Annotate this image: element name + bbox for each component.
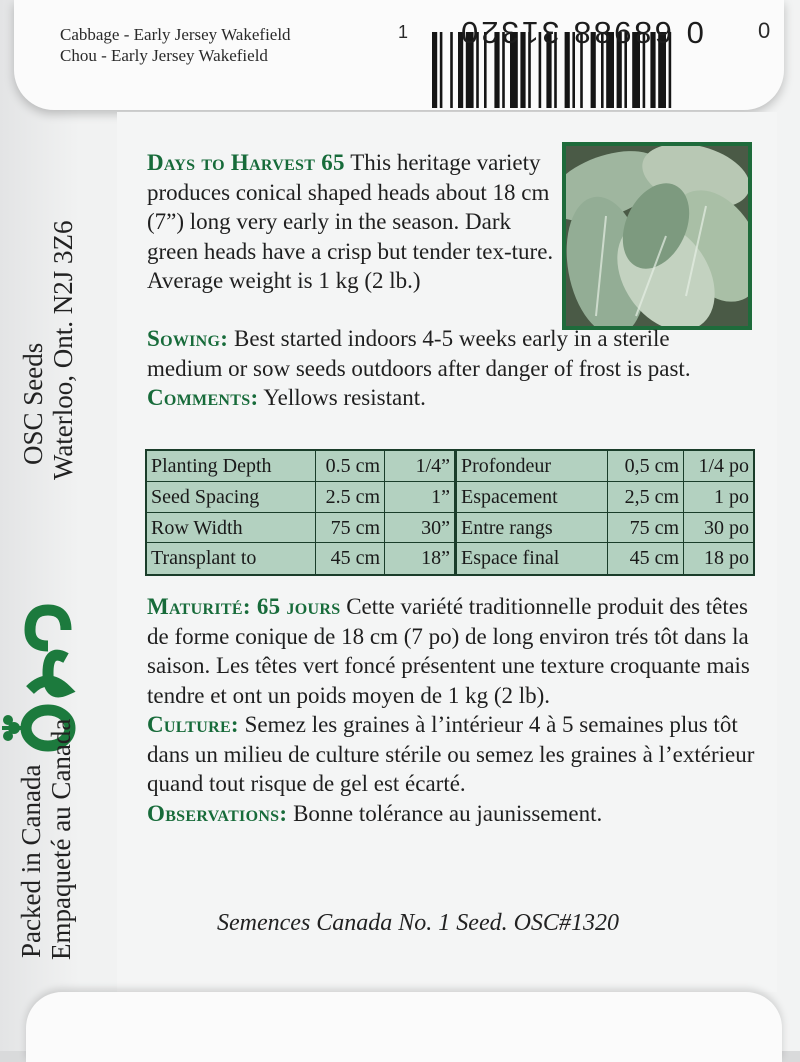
english-description-block [147,148,559,296]
side-strip [0,110,112,1051]
table-cell-imperial-en: 1” [384,482,454,512]
table-cell-metric-en: 45 cm [315,543,384,574]
table-cell-label-fr: Profondeur [454,451,607,481]
top-flap [14,0,784,110]
bottom-flap [26,992,782,1062]
table-row [147,513,753,544]
table-cell-metric-en: 75 cm [315,513,384,543]
barcode-lead-digit: 0 [758,18,771,43]
cabbage-photo [562,142,752,330]
lot-number: 1 [398,22,409,42]
variety-name-french: Chou - Early Jersey Wakefield [60,46,268,65]
days-to-harvest-heading: Days to Harvest 65 [147,150,345,175]
french-description-block [147,592,767,828]
table-cell-imperial-en: 1/4” [384,451,454,481]
table-cell-label-fr: Entre rangs [454,513,607,543]
company-address: Waterloo, Ont. N2J 3Z6 [48,220,78,480]
table-cell-label-en: Seed Spacing [151,485,260,508]
table-cell-metric-fr: 75 cm [607,513,683,543]
planting-table [145,449,755,576]
comments-paragraph [147,383,747,413]
table-row [147,543,753,574]
culture-paragraph [147,710,767,799]
table-cell-label-en: Transplant to [151,547,257,570]
sowing-text: Best started indoors 4-5 weeks early in a sterile medium or sow seeds outdoors after danger of frost is past. [147,326,691,381]
table-row [147,451,753,482]
packed-in-canada-en: Packed in Canada [16,764,46,958]
table-cell-label-fr: Espace final [454,543,607,574]
table-cell-imperial-fr: 1 po [683,482,753,512]
table-cell-imperial-en: 18” [384,543,454,574]
table-cell-metric-en: 0.5 cm [315,451,384,481]
english-growing-block [147,324,747,413]
company-name: OSC Seeds [18,342,48,465]
observations-text: Bonne tolérance au jaunissement. [293,800,603,826]
sowing-heading: Sowing: [147,326,229,351]
table-cell-metric-fr: 45 cm [607,543,683,574]
table-cell-imperial-en: 30” [384,513,454,543]
table-row [147,482,753,513]
comments-heading: Comments: [147,385,259,410]
table-cell-label-fr: Espacement [454,482,607,512]
table-cell-imperial-fr: 18 po [683,543,753,574]
variety-names [60,24,291,66]
table-cell-imperial-fr: 30 po [683,513,753,543]
variety-name-english: Cabbage - Early Jersey Wakefield [60,25,291,44]
table-cell-label-en: Planting Depth [151,455,272,477]
french-description: Cette variété traditionnelle produit des têtes de forme conique de 18 cm (7 po) de long environ trés tôt dans la saison. Les têtes vert foncé présentent une texture croquante mais tendre et ont un poids moyen de 1 kg (2 lb). [147,594,750,708]
table-cell-metric-en: 2.5 cm [315,482,384,512]
culture-text: Semez les graines à l’intérieur 4 à 5 semaines plus tôt dans un milieu de culture stérile ou semez les graines à l’extérieur quand tout risque de gel est écarté. [147,712,755,796]
maturite-paragraph [147,592,767,710]
observations-heading: Observations: [147,800,288,826]
culture-heading: Culture: [147,712,239,737]
packed-in-canada-fr: Empaqueté au Canada [46,718,76,960]
english-description: This heritage variety produces conical shaped heads about 18 cm (7”) long very early in the season. Dark green heads have a crisp but tender tex-ture. Average weight is 1 kg (2 lb.) [147,150,554,293]
maturite-heading: Maturité: 65 jours [147,594,341,619]
sowing-paragraph [147,324,747,383]
table-cell-metric-fr: 2,5 cm [607,482,683,512]
table-cell-label-en: Row Width [151,516,243,539]
comments-text: Yellows resistant. [263,385,426,410]
barcode-digits: 0 68988 31320 [458,15,704,50]
seed-grade-line: Semences Canada No. 1 Seed. OSC#1320 [217,910,619,936]
table-cell-imperial-fr: 1/4 po [683,451,753,481]
observations-paragraph [147,799,767,829]
table-cell-metric-fr: 0,5 cm [607,451,683,481]
